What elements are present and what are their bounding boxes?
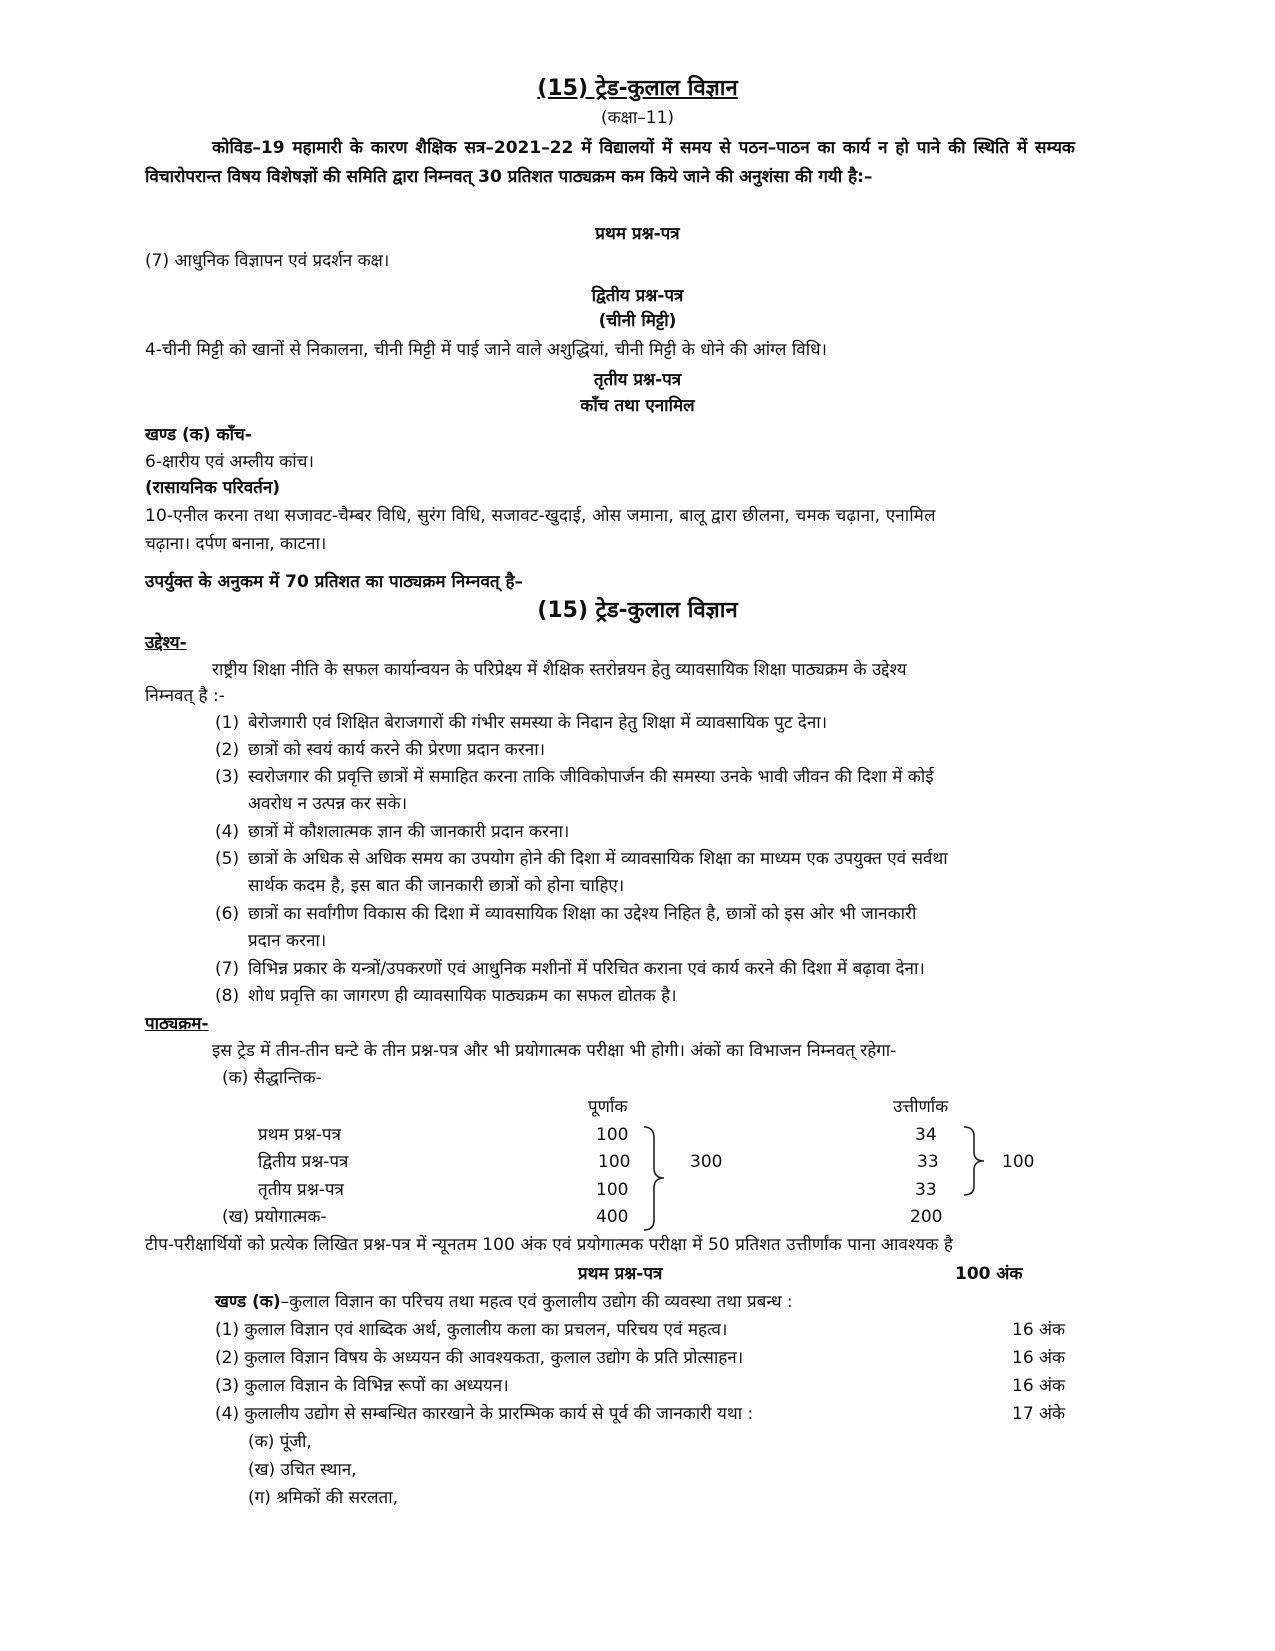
reduced-item-10-line2: चढ़ाना। दर्पण बनाना, काटना। xyxy=(145,534,327,554)
objective-number: (6) xyxy=(215,904,240,924)
unit-marks: 16 अंक xyxy=(1012,1348,1066,1368)
reduced-item-6: 6-क्षारीय एवं अम्लीय कांच। xyxy=(145,452,314,472)
marks-row-full: 100 xyxy=(598,1152,631,1172)
unit-text: (3) कुलाल विज्ञान के विभिन्न रूपों का अध्ययन। xyxy=(215,1376,509,1396)
sub-item: (क) पूंजी, xyxy=(248,1432,312,1452)
reduced-paper1-title: प्रथम प्रश्न-पत्र xyxy=(595,224,680,244)
unit-text: (4) कुलालीय उद्योग से सम्बन्धित कारखाने के प्रारम्भिक कार्य से पूर्व की जानकारी यथा : xyxy=(215,1404,754,1424)
marks-row-full: 100 xyxy=(596,1125,629,1145)
paper1-title: प्रथम प्रश्न-पत्र xyxy=(578,1264,663,1284)
intro-paragraph: कोविड–19 महामारी के कारण शैक्षिक सत्र–2021–22 में विद्यालयों में समय से पठन–पाठन का कार्य न हो पाने की स्थिति में सम्यक विचारोपरान्त विषय विशेषज्ञों की समिति द्वारा निम्नवत् 30 प्रतिशत पाठ्यक्रम कम किये जाने की अनुशंसा की गयी है:– xyxy=(145,138,1075,187)
marks-row-label: द्वितीय प्रश्न-पत्र xyxy=(258,1152,349,1172)
full-marks-brace xyxy=(640,1124,670,1234)
unit-marks: 16 अंक xyxy=(1012,1320,1066,1340)
reduced-paper2-item: 4-चीनी मिट्टी को खानों से निकालना, चीनी मिट्टी में पाई जाने वाले अशुद्धियां, चीनी मिट्टी के धोने की आंग्ल विधि। xyxy=(145,340,827,360)
objective-intro-line1: राष्ट्रीय शिक्षा नीति के सफल कार्यान्वयन के परिप्रेक्ष्य में शैक्षिक स्तरोन्नयन हेतु व्यावसायिक शिक्षा पाठ्यक्रम के उद्देश्य xyxy=(212,660,907,680)
full-marks-total: 300 xyxy=(690,1152,723,1172)
objective-number: (3) xyxy=(215,767,240,787)
marks-row-full: 400 xyxy=(596,1207,629,1227)
unit-marks: 17 अंके xyxy=(1012,1404,1066,1424)
objective-text-cont: सार्थक कदम है, इस बात की जानकारी छात्रों को होना चाहिए। xyxy=(248,876,625,896)
objective-intro-line2: निम्नवत् है :- xyxy=(145,686,225,706)
pass-marks-header: उत्तीर्णांक xyxy=(893,1097,949,1117)
section-k-line xyxy=(215,1288,793,1316)
marks-row-full: 100 xyxy=(596,1180,629,1200)
unit-text: (2) कुलाल विज्ञान विषय के अध्ययन की आवश्यकता, कुलाल उद्योग के प्रति प्रोत्साहन। xyxy=(215,1348,744,1368)
sub-item: (ख) उचित स्थान, xyxy=(248,1460,357,1480)
objective-text: छात्रों में कौशलात्मक ज्ञान की जानकारी प्रदान करना। xyxy=(248,822,570,842)
objective-text: छात्रों को स्वयं कार्य करने की प्रेरणा प्रदान करना। xyxy=(248,740,546,760)
marks-row-label: प्रथम प्रश्न-पत्र xyxy=(258,1125,341,1145)
objective-text-cont: प्रदान करना। xyxy=(248,931,327,951)
reduced-paper1-item: (7) आधुनिक विज्ञापन एवं प्रदर्शन कक्ष। xyxy=(145,251,390,271)
objective-number: (1) xyxy=(215,713,240,733)
reduced-paper3-subtitle: काँच तथा एनामिल xyxy=(580,396,695,416)
objective-number: (2) xyxy=(215,740,240,760)
objective-heading: उद्देश्य- xyxy=(145,633,187,653)
reduced-paper2-title: द्वितीय प्रश्न-पत्र xyxy=(591,286,684,306)
objective-number: (5) xyxy=(215,849,240,869)
marks-row-pass: 200 xyxy=(910,1207,943,1227)
objective-number: (7) xyxy=(215,959,240,979)
full-marks-header: पूर्णांक xyxy=(588,1097,628,1117)
page-title: (15) ट्रेड-कुलाल विज्ञान xyxy=(537,76,738,101)
objective-text-cont: अवरोध न उत्पन्न कर सके। xyxy=(248,794,408,814)
section-k-description: –कुलाल विज्ञान का परिचय तथा महत्व एवं कुलालीय उद्योग की व्यवस्था तथा प्रबन्ध : xyxy=(280,1292,793,1312)
marks-row-pass: 34 xyxy=(915,1125,937,1145)
remaining-intro: उपर्युक्त के अनुकम में 70 प्रतिशत का पाठ्यक्रम निम्नवत् है– xyxy=(145,572,524,592)
objective-text: छात्रों के अधिक से अधिक समय का उपयोग होने की दिशा में व्यावसायिक शिक्षा का माध्यम एक उपयुक्त एवं सर्वथा xyxy=(248,849,948,869)
objective-text: स्वरोजगार की प्रवृत्ति छात्रों में समाहित करना ताकि जीविकोपार्जन की समस्या उनके भावी जीवन की दिशा में कोई xyxy=(248,767,934,787)
pass-marks-brace xyxy=(960,1124,990,1199)
marks-row-label: तृतीय प्रश्न-पत्र xyxy=(258,1180,344,1200)
unit-text: (1) कुलाल विज्ञान एवं शाब्दिक अर्थ, कुलालीय कला का प्रचलन, परिचय एवं महत्व। xyxy=(215,1320,728,1340)
objective-number: (8) xyxy=(215,986,240,1006)
pass-marks-total: 100 xyxy=(1002,1152,1035,1172)
objective-text: बेरोजगारी एवं शिक्षित बेराजगारों की गंभीर समस्या के निदान हेतु शिक्षा में व्यावसायिक पुट देना। xyxy=(248,713,828,733)
sub-item: (ग) श्रमिकों की सरलता, xyxy=(248,1488,399,1508)
objective-text: विभिन्न प्रकार के यन्त्रों/उपकरणों एवं आधुनिक मशीनों में परिचित कराना एवं कार्य करने की दिशा में बढ़ावा देना। xyxy=(248,959,925,979)
objective-text: शोध प्रवृत्ति का जागरण ही व्यावसायिक पाठ्यक्रम का सफल द्योतक है। xyxy=(248,986,677,1006)
theory-label: (क) सैद्धान्तिक- xyxy=(222,1068,322,1088)
class-label: (कक्षा–11) xyxy=(600,108,675,128)
reduced-paper3-title: तृतीय प्रश्न-पत्र xyxy=(593,370,682,390)
paper1-marks: 100 अंक xyxy=(955,1264,1023,1284)
unit-marks: 16 अंक xyxy=(1012,1376,1066,1396)
marks-row-label: (ख) प्रयोगात्मक- xyxy=(222,1207,327,1227)
reduced-item-10-line1: 10-एनील करना तथा सजावट-चैम्बर विधि, सुरंग विधि, सजावट-खुदाई, ओस जमाना, बालू द्वारा छीलना, चमक चढ़ाना, एनामिल xyxy=(145,506,936,526)
objective-number: (4) xyxy=(215,822,240,842)
section-k-label: खण्ड (क) xyxy=(215,1292,281,1312)
objective-text: छात्रों का सर्वांगीण विकास की दिशा में व्यावसायिक शिक्षा का उद्देश्य निहित है, छात्रों को इस ओर भी जानकारी xyxy=(248,904,917,924)
reduced-section-k: खण्ड (क) काँच- xyxy=(145,425,252,445)
remaining-title: (15) ट्रेड-कुलाल विज्ञान xyxy=(537,598,738,623)
syllabus-intro: इस ट्रेड में तीन-तीन घन्टे के तीन प्रश्न-पत्र और भी प्रयोगात्मक परीक्षा भी होगी। अंकों का विभाजन निम्नवत् रहेगा- xyxy=(212,1041,897,1061)
reduced-paper2-subtitle: (चीनी मिट्टी) xyxy=(598,311,677,331)
marks-row-pass: 33 xyxy=(917,1152,939,1172)
marks-row-pass: 33 xyxy=(915,1180,937,1200)
note-text: टीप-परीक्षार्थियों को प्रत्येक लिखित प्रश्न-पत्र में न्यूनतम 100 अंक एवं प्रयोगात्मक परीक्षा में 50 प्रतिशत उत्तीर्णांक पाना आवश्यक है xyxy=(145,1235,954,1255)
syllabus-heading: पाठ्यक्रम- xyxy=(145,1014,209,1034)
chemical-change-heading: (रासायनिक परिवर्तन) xyxy=(145,478,281,498)
